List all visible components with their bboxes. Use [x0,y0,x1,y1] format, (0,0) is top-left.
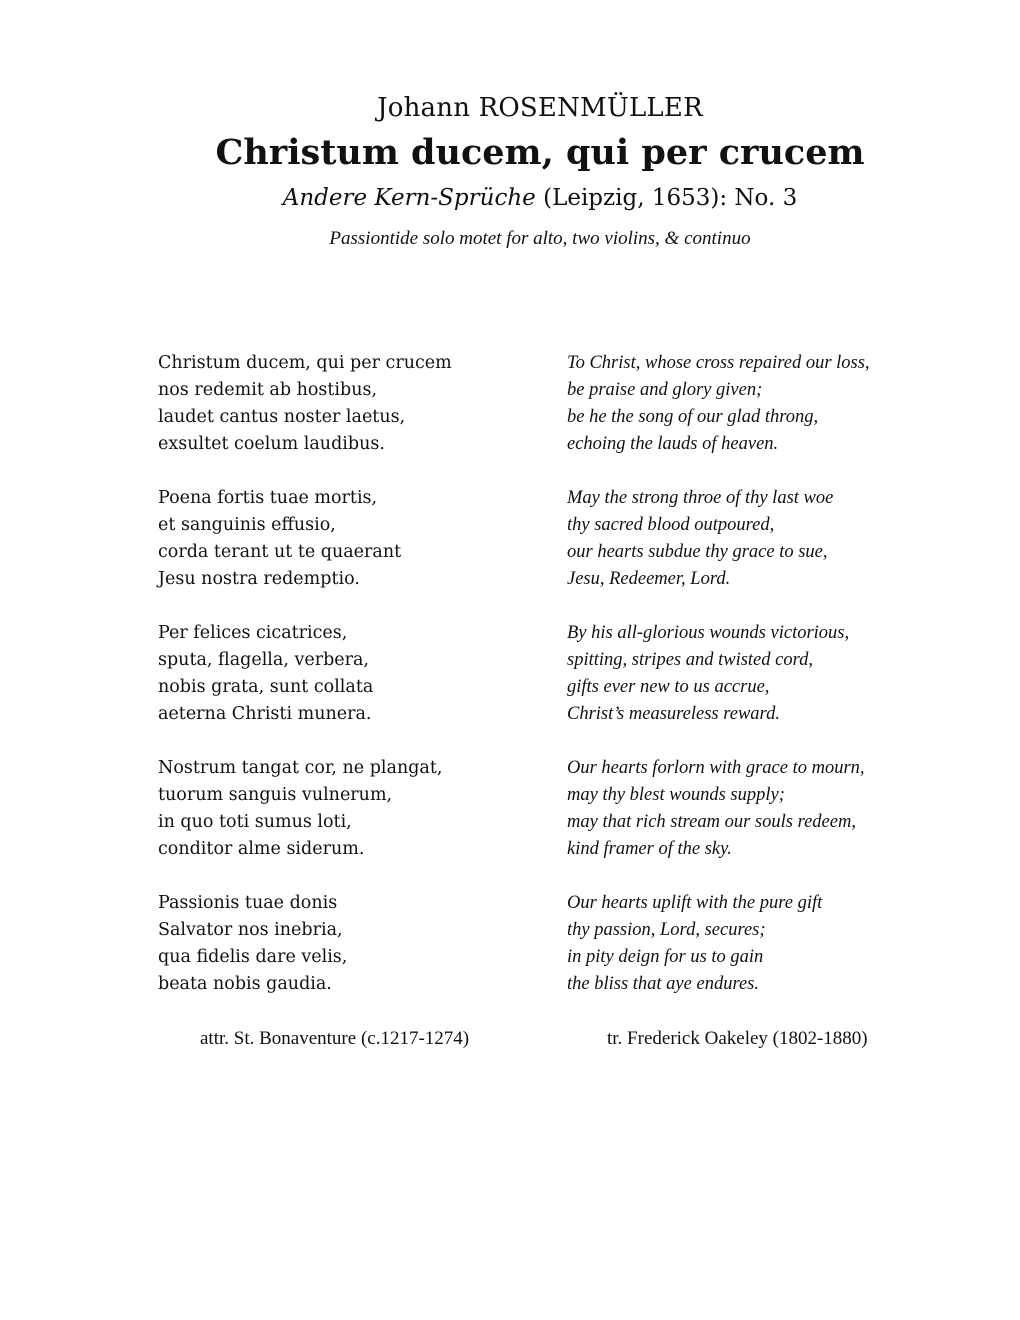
source-line [0,180,1020,216]
english-line: echoing the lauds of heaven. [567,434,779,454]
english-line: the bliss that aye endures. [567,974,759,994]
english-line: gifts ever new to us accrue, [567,677,770,697]
latin-line: et sanguinis effusio, [158,515,336,535]
latin-line: nos redemit ab hostibus, [158,380,378,400]
latin-stanza-5 [158,890,538,998]
english-line: Christ’s measureless reward. [567,704,780,724]
latin-line: exsultet coelum laudibus. [158,434,385,454]
latin-attribution: attr. St. Bonaventure (c.1217-1274) [200,1028,470,1049]
header [0,90,1020,254]
english-stanza-4 [567,755,967,863]
latin-line: conditor alme siderum. [158,839,365,859]
english-line: thy passion, Lord, secures; [567,920,766,940]
latin-line: nobis grata, sunt collata [158,677,374,697]
latin-line: Nostrum tangat cor, ne plangat, [158,758,443,778]
latin-line: Poena fortis tuae mortis, [158,488,378,508]
english-line: our hearts subdue thy grace to sue, [567,542,828,562]
scoring-subtitle: Passiontide solo motet for alto, two violins, & continuo [329,228,751,249]
latin-stanza-3 [158,620,538,728]
english-line: spitting, stripes and twisted cord, [567,650,813,670]
latin-line: tuorum sanguis vulnerum, [158,785,393,805]
english-stanza-2 [567,485,967,593]
latin-line: Salvator nos inebria, [158,920,343,940]
english-line: kind framer of the sky. [567,839,732,859]
source-details: (Leipzig, 1653): No. 3 [535,185,798,211]
latin-line: corda terant ut te quaerant [158,542,402,562]
english-line: may thy blest wounds supply; [567,785,785,805]
english-translation-column [567,350,967,1052]
english-line: Jesu, Redeemer, Lord. [567,569,731,589]
english-line: Our hearts forlorn with grace to mourn, [567,758,865,778]
english-stanza-1 [567,350,967,458]
english-line: in pity deign for us to gain [567,947,764,967]
latin-stanza-2 [158,485,538,593]
english-line: To Christ, whose cross repaired our loss, [567,353,870,373]
latin-line: laudet cantus noster laetus, [158,407,406,427]
english-line: By his all-glorious wounds victorious, [567,623,850,643]
piece-title: Christum ducem, qui per crucem [215,132,865,173]
latin-line: Passionis tuae donis [158,893,338,913]
latin-line: Per felices cicatrices, [158,623,348,643]
english-line: be he the song of our glad throng, [567,407,819,427]
english-attribution: tr. Frederick Oakeley (1802-1880) [607,1028,868,1049]
english-line: May the strong throe of thy last woe [567,488,834,508]
latin-text-column [158,350,538,1052]
latin-line: qua fidelis dare velis, [158,947,348,967]
latin-stanza-4 [158,755,538,863]
latin-line: in quo toti sumus loti, [158,812,352,832]
latin-line: Christum ducem, qui per crucem [158,353,452,373]
latin-stanza-1 [158,350,538,458]
english-line: be praise and glory given; [567,380,763,400]
source-collection: Andere Kern-Sprüche [282,185,536,211]
english-stanza-5 [567,890,967,998]
english-stanza-3 [567,620,967,728]
latin-line: sputa, flagella, verbera, [158,650,369,670]
latin-line: beata nobis gaudia. [158,974,332,994]
english-line: thy sacred blood outpoured, [567,515,775,535]
latin-line: Jesu nostra redemptio. [158,569,360,589]
english-line: Our hearts uplift with the pure gift [567,893,823,913]
english-line: may that rich stream our souls redeem, [567,812,856,832]
latin-line: aeterna Christi munera. [158,704,372,724]
composer-name: Johann ROSENMÜLLER [377,93,703,123]
